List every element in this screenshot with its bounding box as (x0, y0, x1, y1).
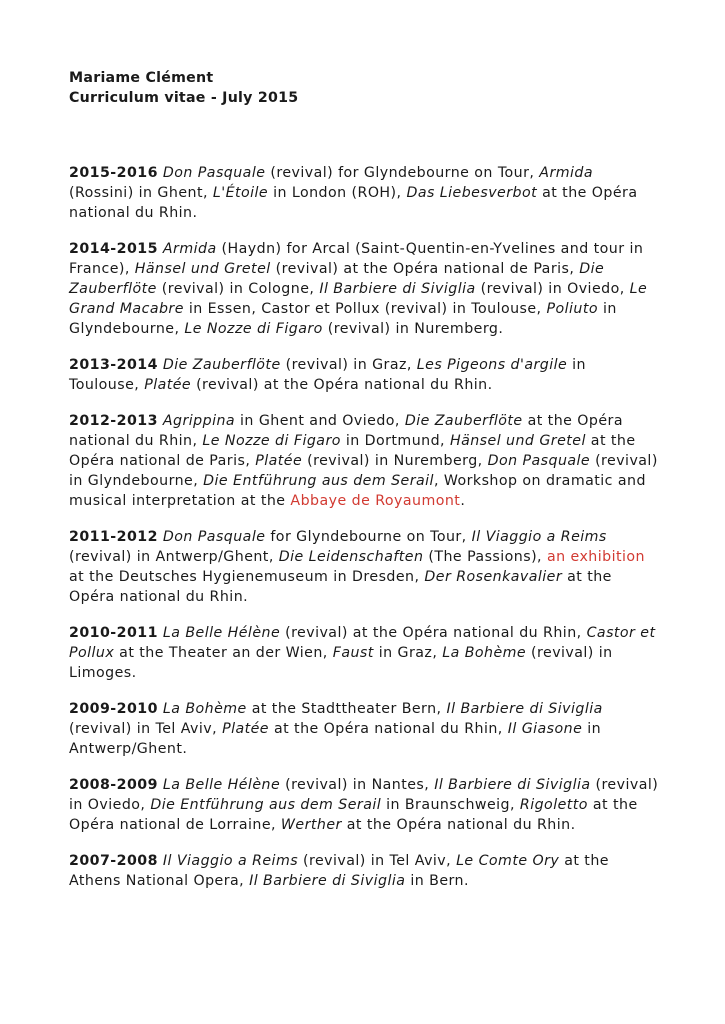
link-an-exhibition[interactable]: an exhibition (546, 549, 645, 565)
production-title: Platée (255, 453, 303, 469)
production-title: Il Barbiere di Siviglia (434, 777, 591, 793)
production-title: Il Barbiere di Siviglia (446, 701, 603, 717)
entry-text: (revival) in Oviedo, (475, 281, 630, 297)
entry-text: (revival) at the Opéra national du Rhin. (191, 377, 493, 393)
entry-text: , Workshop on dramatic and musical interpretation at the (69, 473, 646, 509)
production-title: Le Nozze di Figaro (202, 433, 341, 449)
production-title: Rigoletto (519, 797, 588, 813)
production-title: Poliuto (546, 301, 598, 317)
production-title: Il Viaggio a Reims (162, 853, 299, 869)
production-title: La Bohème (162, 701, 247, 717)
production-title: Castor et Pollux (69, 625, 656, 661)
cv-header (69, 68, 659, 108)
entry-text: in London (ROH), (268, 185, 407, 201)
entry-text: (revival) in Nuremberg, (302, 453, 488, 469)
production-title: Die Entführung aus dem Serail (150, 797, 382, 813)
season-years: 2012-2013 (69, 413, 158, 429)
production-title: L'Étoile (212, 185, 269, 201)
entry-text: at the Athens National Opera, (69, 853, 609, 889)
production-title: La Belle Hélène (162, 625, 281, 641)
season-entry (69, 355, 659, 395)
entry-text: (The Passions), (423, 549, 547, 565)
entry-text: (revival) in Limoges. (69, 645, 613, 681)
production-title: Le Nozze di Figaro (184, 321, 323, 337)
production-title: Die Zauberflöte (162, 357, 281, 373)
entry-text: (revival) in Oviedo, (69, 777, 659, 813)
season-years: 2013-2014 (69, 357, 158, 373)
production-title: Don Pasquale (162, 529, 266, 545)
entry-text: at the Deutsches Hygienemuseum in Dresden, (69, 569, 425, 585)
production-title: Le Comte Ory (456, 853, 560, 869)
season-years: 2014-2015 (69, 241, 158, 257)
entry-text: at the Opéra national du Rhin, (268, 721, 508, 737)
season-entry (69, 623, 659, 683)
production-title: Die Zauberflöte (69, 261, 605, 297)
entry-text: at the Opéra national de Paris, (69, 433, 636, 469)
production-title: Agrippina (162, 413, 236, 429)
entry-text: (revival) in Cologne, (156, 281, 320, 297)
entry-text: for Glyndebourne on Tour, (265, 529, 472, 545)
season-entry (69, 239, 659, 339)
production-title: Armida (162, 241, 217, 257)
production-title: Don Pasquale (162, 165, 266, 181)
entry-text: (revival) at the Opéra national du Rhin, (280, 625, 587, 641)
entry-text: in Bern. (405, 873, 469, 889)
production-list (69, 163, 659, 891)
entry-text: in Ghent and Oviedo, (235, 413, 405, 429)
production-title: Faust (332, 645, 374, 661)
author-name: Mariame Clément (69, 70, 214, 86)
entry-text: at the Opéra national de Lorraine, (69, 797, 638, 833)
season-years: 2011-2012 (69, 529, 158, 545)
production-title: Die Zauberflöte (404, 413, 523, 429)
entry-text: in Braunschweig, (381, 797, 520, 813)
entry-text: (revival) in Glyndebourne, (69, 453, 658, 489)
entry-text: at the Opéra national du Rhin. (341, 817, 576, 833)
entry-text: (revival) in Tel Aviv, (69, 721, 223, 737)
entry-text: in Glyndebourne, (69, 301, 617, 337)
entry-text: (revival) at the Opéra national de Paris, (270, 261, 580, 277)
production-title: La Belle Hélène (162, 777, 281, 793)
production-title: Platée (222, 721, 269, 737)
entry-text: (revival) for Glyndebourne on Tour, (265, 165, 540, 181)
production-title: Die Entführung aus dem Serail (203, 473, 434, 489)
entry-text: (revival) in Antwerp/Ghent, (69, 549, 279, 565)
entry-text: at the Opéra national du Rhin. (69, 185, 638, 221)
season-entry (69, 775, 659, 835)
entry-text: in Antwerp/Ghent. (69, 721, 602, 757)
production-title: Don Pasquale (487, 453, 591, 469)
production-title: Le Grand Macabre (69, 281, 648, 317)
production-title: Die Leidenschaften (278, 549, 424, 565)
link-abbaye-de-royaumont[interactable]: Abbaye de Royaumont (290, 493, 461, 509)
season-entry (69, 163, 659, 223)
entry-text: . (460, 493, 466, 509)
document-subtitle: Curriculum vitae - July 2015 (69, 90, 299, 106)
production-title: Hänsel und Gretel (449, 433, 586, 449)
production-title: Il Viaggio a Reims (471, 529, 607, 545)
entry-text: at the Theater an der Wien, (114, 645, 333, 661)
production-title: Platée (144, 377, 192, 393)
entry-text: (Haydn) for Arcal (Saint-Quentin-en-Yvelines and tour in France), (69, 241, 644, 277)
production-title: Armida (539, 165, 593, 181)
entry-text: (revival) in Graz, (280, 357, 417, 373)
entry-text: at the Opéra national du Rhin. (69, 569, 612, 605)
production-title: Il Barbiere di Siviglia (319, 281, 476, 297)
production-title: Das Liebesverbot (406, 185, 538, 201)
season-entry (69, 527, 659, 607)
entry-text: (revival) in Nantes, (280, 777, 435, 793)
season-years: 2007-2008 (69, 853, 158, 869)
production-title: Les Pigeons d'argile (416, 357, 568, 373)
entry-text: at the Opéra national du Rhin, (69, 413, 623, 449)
season-years: 2010-2011 (69, 625, 158, 641)
production-title: La Bohème (442, 645, 527, 661)
production-title: Il Giasone (507, 721, 583, 737)
season-years: 2015-2016 (69, 165, 158, 181)
entry-text: (Rossini) in Ghent, (69, 185, 213, 201)
entry-text: in Toulouse, (69, 357, 586, 393)
entry-text: in Essen, Castor et Pollux (revival) in Toulouse, (183, 301, 547, 317)
cv-page (69, 68, 659, 907)
season-years: 2008-2009 (69, 777, 158, 793)
season-years: 2009-2010 (69, 701, 158, 717)
entry-text: (revival) in Tel Aviv, (298, 853, 457, 869)
production-title: Il Barbiere di Siviglia (249, 873, 406, 889)
production-title: Werther (280, 817, 342, 833)
entry-text: (revival) in Nuremberg. (322, 321, 504, 337)
season-entry (69, 851, 659, 891)
entry-text: in Graz, (373, 645, 443, 661)
production-title: Der Rosenkavalier (424, 569, 563, 585)
season-entry (69, 411, 659, 511)
production-title: Hänsel und Gretel (134, 261, 271, 277)
entry-text: in Dortmund, (340, 433, 450, 449)
entry-text: at the Stadttheater Bern, (246, 701, 447, 717)
season-entry (69, 699, 659, 759)
